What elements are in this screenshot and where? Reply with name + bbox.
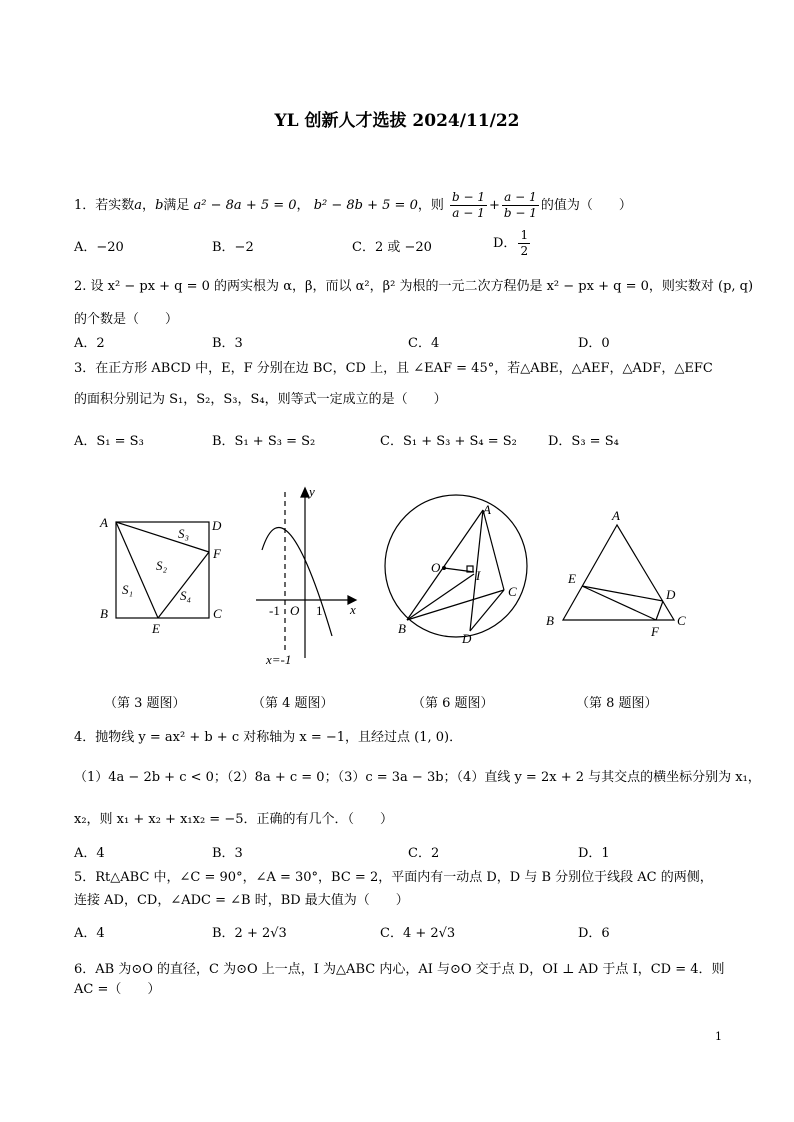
fig3-label-f: F [213,546,221,561]
fig4-label-axis-eq: x=-1 [266,652,292,667]
fig6-center-dot [442,566,446,570]
fig6-line-ac [483,510,504,590]
q2-option-a: A．2 [74,336,105,351]
q3-option-a: A．S₁ = S₃ [74,434,144,449]
question-3-line-1: 3．在正方形 ABCD 中，E，F 分别在边 BC，CD 上，且 ∠EAF = 45°，若△ABE，△AEF，△ADF，△EFC [74,361,713,376]
question-1 [74,190,632,221]
q1-f1-num: b − 1 [452,190,485,204]
fig4-label-y: y [309,484,315,499]
q1-fraction-2 [502,190,539,221]
q1-option-a: A．−20 [74,240,124,255]
question-5-line-1: 5．Rt△ABC 中，∠C = 90°，∠A = 30°，BC = 2，平面内有一动点 D，D 与 B 分别位于线段 AC 的两侧， [74,870,713,885]
fig6-caption: （第 6 题图） [412,696,494,711]
q1-fraction-1 [450,190,487,221]
figure-3 [92,508,232,638]
fig3-label-s4: S₄ [180,588,192,603]
fig6-circle [385,495,527,637]
q2-option-b: B．3 [212,336,243,351]
q1-eq1: a² − 8a + 5 = 0 [193,198,297,213]
fig3-label-a: A [100,515,108,530]
question-2-line-1: 2. 设 x² − px + q = 0 的两实根为 α，β，而以 α²，β² 为根的一元二次方程仍是 x² − px + q = 0，则实数对 (p, q) [74,279,754,294]
q1-sep: ， [296,198,310,213]
q3-option-d: D．S₃ = S₄ [548,434,619,449]
fig3-label-s1: S₁ [122,582,134,597]
q5-option-a: A．4 [74,926,105,941]
q5-option-c: C．4 + 2√3 [380,926,456,941]
fig6-label-d: D [462,631,472,646]
fig6-line-bi [407,574,474,620]
fig8-label-a: A [612,508,620,523]
q1-cond: 满足 [163,198,190,213]
fig4-label-x: x [350,602,356,617]
fig8-label-b: B [546,613,554,628]
question-6-line-1: 6．AB 为⊙O 的直径，C 为⊙O 上一点，I 为△ABC 内心，AI 与⊙O 交于点 D，OI ⊥ AD 于点 I，CD = 4．则 [74,962,725,977]
fig6-line-cd [470,590,504,631]
question-2-line-2: 的个数是（ ） [74,312,179,327]
q1-lead: 1．若实数 [74,198,135,213]
q3-option-b: B．S₁ + S₃ = S₂ [212,434,316,449]
fig3-label-s2: S₂ [156,558,168,573]
q1-plus: + [489,198,500,213]
q1-option-c: C．2 或 −20 [352,240,432,255]
question-3-line-2: 的面积分别记为 S₁，S₂，S₃，S₄，则等式一定成立的是（ ） [74,392,447,407]
question-4-line-2: （1）4a − 2b + c < 0；（2）8a + c = 0；（3）c = 3a − 3b；（4）直线 y = 2x + 2 与其交点的横坐标分别为 x₁， [74,770,761,785]
fig8-label-d: D [666,587,676,602]
fig6-label-i: I [476,568,481,583]
figure-6 [376,494,536,646]
fig4-label-one: 1 [316,603,323,618]
fig6-label-o: O [431,560,441,575]
fig3-label-c: C [213,606,222,621]
q1-tail: 的值为（ ） [540,198,632,213]
question-5-line-2: 连接 AD，CD，∠ADC = ∠B 时，BD 最大值为（ ） [74,893,409,908]
fig8-label-c: C [677,613,686,628]
question-4-line-3: x₂，则 x₁ + x₂ + x₁x₂ = −5．正确的有几个．（ ） [74,812,393,827]
fig8-caption: （第 8 题图） [576,696,658,711]
q1-f2-num: a − 1 [502,190,539,206]
q1-d-den: 2 [520,244,529,258]
fig3-label-b: B [100,606,108,621]
fig4-y-arrow [301,488,309,497]
q4-option-a: A．4 [74,846,105,861]
q1-f2-den: b − 1 [503,206,537,220]
fig3-label-e: E [152,621,160,636]
q4-option-b: B．3 [212,846,243,861]
fig3-label-d: D [212,518,222,533]
q1-eq2: b² − 8b + 5 = 0 [313,198,418,213]
figure-4 [250,478,365,668]
fig4-label-o: O [290,603,300,618]
fig4-caption: （第 4 题图） [252,696,334,711]
q1-option-b: B．−2 [212,240,254,255]
fig3-line-af [116,522,209,552]
q1-option-d-label: D． [493,236,517,251]
fig3-caption: （第 3 题图） [104,696,186,711]
q1-option-d-fraction [518,228,530,259]
fig8-line-df [656,601,663,620]
page-title: YL 创新人才选拔 2024/11/22 [274,111,520,131]
figure-8 [542,505,692,640]
fig6-line-bc [407,590,504,620]
q4-option-d: D．1 [578,846,610,861]
q1-d-num: 1 [520,228,529,242]
question-4-line-1: 4．抛物线 y = ax² + b + c 对称轴为 x = −1，且经过点 (1, 0)． [74,730,463,745]
fig3-line-ae [116,522,158,618]
fig8-triangle [563,525,674,620]
q1-var-b: b [155,198,164,213]
fig6-label-b: B [398,621,406,636]
q1-then: ，则 [417,198,444,213]
fig8-line-ed [582,586,663,601]
q2-option-d: D．0 [578,336,610,351]
page-number: 1 [715,1030,722,1043]
fig8-label-e: E [568,571,576,586]
fig8-label-f: F [651,624,659,639]
q1-f1-den: a − 1 [452,206,485,220]
question-6-line-2: AC =（ ） [74,982,161,997]
fig6-label-c: C [508,584,517,599]
q4-option-c: C．2 [408,846,440,861]
fig8-line-ef [582,586,656,620]
q2-option-c: C．4 [408,336,440,351]
q1-option-d [493,228,532,259]
fig4-label-neg1: -1 [269,603,280,618]
q5-option-b: B．2 + 2√3 [212,926,287,941]
q5-option-d: D．6 [578,926,610,941]
q1-var-a: a [134,198,143,213]
q3-option-c: C．S₁ + S₃ + S₄ = S₂ [380,434,517,449]
fig6-label-a: A [483,502,491,517]
q1-comma: ， [142,198,156,213]
fig3-label-s3: S₃ [178,526,190,541]
fig4-parabola [262,527,332,636]
fig6-diameter-ab [407,510,483,620]
